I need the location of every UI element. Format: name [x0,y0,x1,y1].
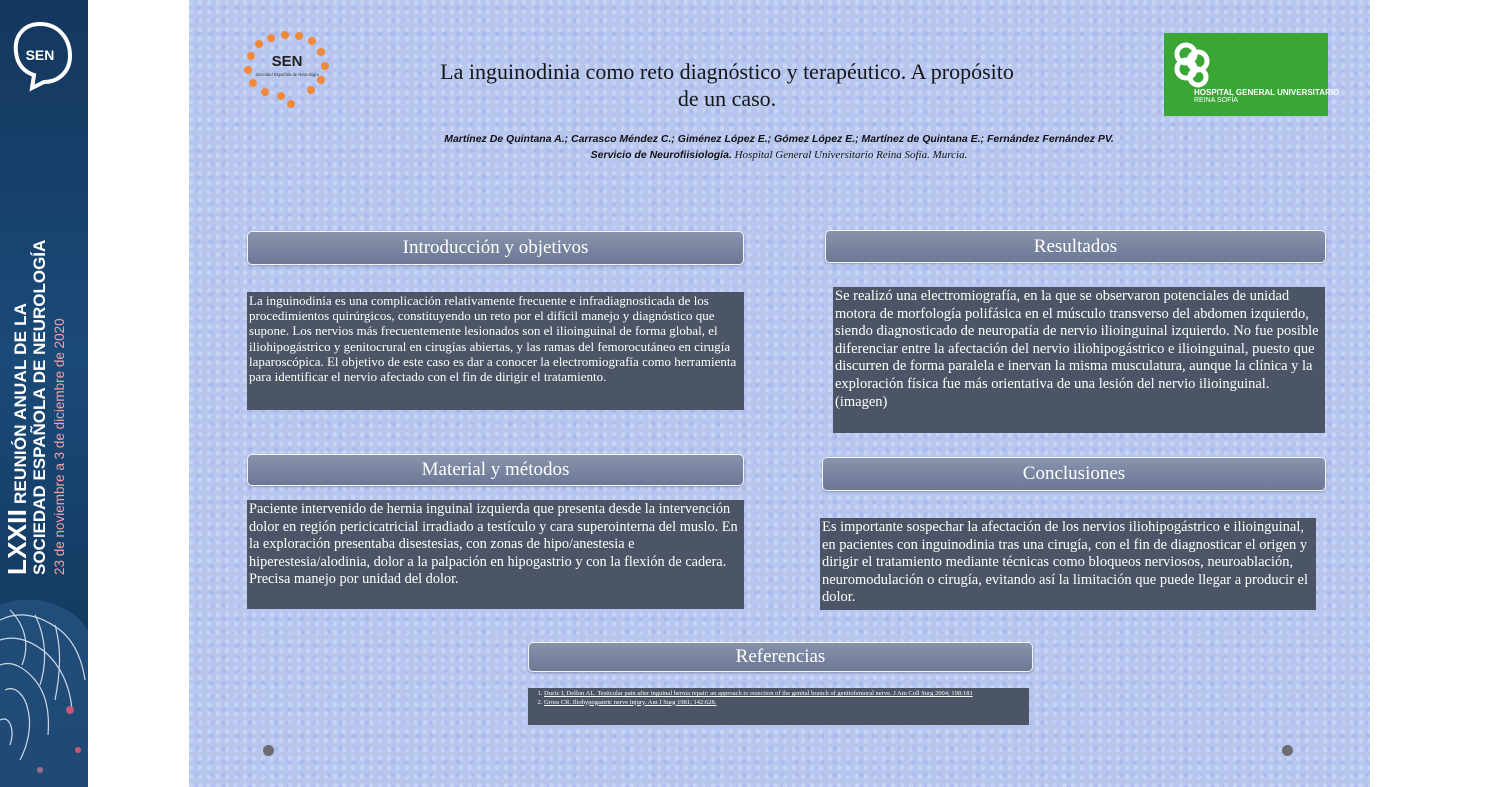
reference-item[interactable]: 1. Ducic I, Dellon AL. Testicular pain after inguinal hernia repair: an approach to resection of the genital branch of genitofemoral nerve. J Am Coll Surg 2004; 198:181 [544,690,1025,699]
sen-logo-icon [241,30,337,110]
sen-brain-logo-icon [10,18,74,98]
intro-body: La inguinodinia es una complicación relativamente frecuente e infradiagnosticada de los procedimientos quirúrgicos, constituyendo un reto por el difícil manejo y diagnóstico que supone. Los nervios más frecuentemente lesionados son el ilioinguinal de forma global, el iliohipogástrico y genitocrural en cirugías abiertas, y las ramas del femorocutáneo en cirugía laparoscópica. El objetivo de este caso es dar a conocer la electromiografía como herramienta para identificar el nervio afectado con el fin de dirigir el tratamiento. [247,292,744,410]
congress-line1: REUNIÓN ANUAL DE LA [11,302,30,505]
brain-illustration-icon [0,590,88,787]
results-heading: Resultados [825,230,1326,263]
intro-heading: Introducción y objetivos [247,231,744,265]
conclusions-body: Es importante sospechar la afectación de los nervios iliohipogástrico e ilioinguinal, en pacientes con inguinodinia tras una cirugía, con el fin de diagnosticar el origen y dirigir el tratamiento mediante técnicas como bloqueos nerviosos, neuroablación, neuromodulación o cirugía, evitando así la limitación que puede llegar a producir el dolor. [820,518,1316,610]
affiliation-hospital: Hospital General Universitario Reina Sofía. Murcia. [734,149,968,161]
hospital-logo-name: HOSPITAL GENERAL UNIVERSITARIO [1194,88,1340,97]
poster-title: La inguinodinia como reto diagnóstico y terapéutico. A propósito de un caso. [440,59,1014,111]
congress-line2: SOCIEDAD ESPAÑOLA DE NEUROLOGÍA [30,239,49,575]
references-list [532,690,1025,707]
hospital-emblem-icon [1168,39,1228,89]
reference-item[interactable]: 2. Gross CR. Iliohypogastric nerve injury. Am J Surg 1981; 142:628. [544,699,1025,708]
methods-heading: Material y métodos [247,454,744,486]
congress-dates: 23 de noviembre a 3 de diciembre de 2020 [52,318,67,575]
poster [189,0,1370,787]
sen-logo-text: SEN [271,53,303,70]
hospital-logo [1164,33,1340,116]
conclusions-heading: Conclusiones [822,457,1326,491]
references-body [528,688,1029,725]
authors: Martínez De Quintana A.; Carrasco Méndez C.; Giménez López E.; Gómez López E.; Martínez de Quintana E.; Fernández Fernández PV. [444,133,1114,145]
decorative-dot [263,745,274,756]
results-body: Se realizó una electromiografía, en la que se observaron potenciales de unidad motora de morfología polifásica en el músculo transverso del abdomen izquierdo, siendo diagnosticado de neuropatía de nervio ilioinguinal izquierdo. No fue posible diferenciar entre la afectación del nervio iliohipogástrico e ilioinguinal, puesto que discurren de forma paralela e inervan la misma musculatura, aunque la clínica y la exploración física fue más orientativa de una lesión del nervio ilioinguinal. (imagen) [833,287,1325,433]
methods-body: Paciente intervenido de hernia inguinal izquierda que presenta desde la intervención dolor en región pericicatricial irradiado a testículo y cara superointerna del muslo. En la exploración presentaba disestesias, con zonas de hipo/anestesia e hiperestesia/alodinia, dolor a la palpación en hipogastrio y con la flexión de cadera. Precisa manejo por unidad del dolor. [247,500,744,609]
affiliation-department: Servicio de Neurofiisiología. [590,149,732,161]
decorative-dot [1282,745,1293,756]
sidebar-logo-text: SEN [25,47,55,63]
congress-sidebar [0,0,88,787]
sen-logo-subtext: Sociedad Española de Neurología [255,72,319,77]
references-heading: Referencias [528,642,1033,672]
congress-title-vertical [2,195,69,575]
congress-number: LXXII [2,508,32,575]
affiliation [289,148,1269,162]
hospital-logo-sub: REINA SOFÍA [1194,97,1238,104]
